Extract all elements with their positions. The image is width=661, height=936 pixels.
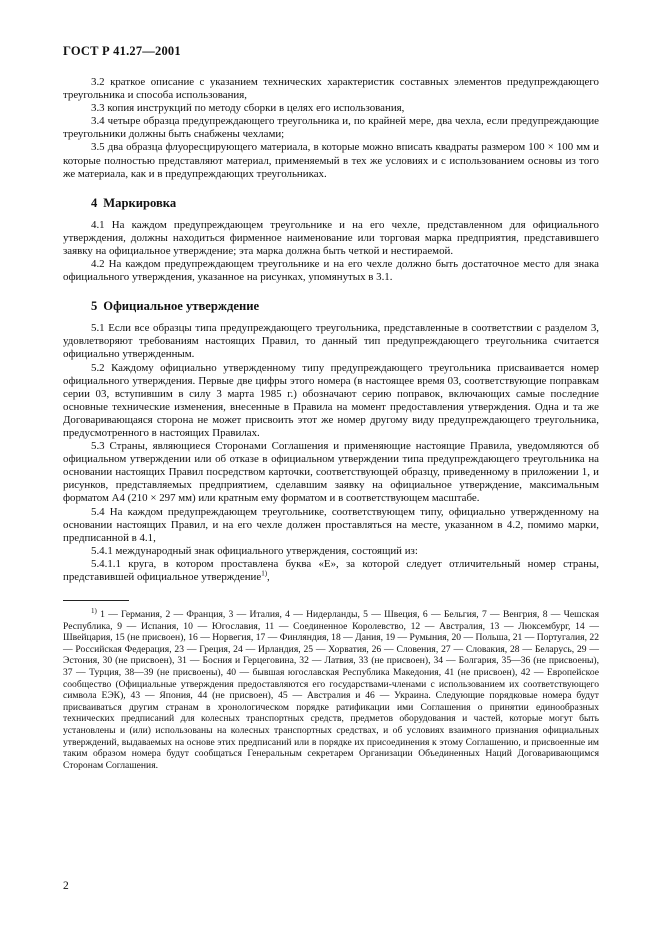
- paragraph-3-5: 3.5 два образца флуоресцирующего материала, в которые можно вписать квадраты размером 100 × 100 мм и которые полностью представляют материал, применяемый в тех же условиях и с использованием основы из того же материала, как и в предупреждающих треугольниках.: [63, 141, 599, 180]
- paragraph-4-2: 4.2 На каждом предупреждающем треугольнике и на его чехле должно быть достаточное место для знака официального утверждения, указанное на рисунках, упомянутых в 3.1.: [63, 258, 599, 284]
- paragraph-5-4: 5.4 На каждом предупреждающем треугольнике, соответствующем типу, официально утвержденному на основании настоящих Правил, и на его чехле должен проставляться на месте, указанном в 4.2, помимо марки, предписанной в 4.1,: [63, 505, 599, 544]
- section-4-number: 4: [91, 195, 98, 210]
- page-number: 2: [63, 880, 69, 892]
- paragraph-3-2: 3.2 краткое описание с указанием технических характеристик составных элементов предупреждающего треугольника и способа использования,: [63, 76, 599, 102]
- paragraph-5-4-1-1-text: 5.4.1.1 круга, в котором проставлена буква «Е», за которой следует отличительный номер страны, представившей официальное утверждение: [63, 557, 599, 583]
- paragraph-5-4-1-1: [63, 558, 599, 584]
- paragraph-3-4: 3.4 четыре образца предупреждающего треугольника и, по крайней мере, два чехла, если предупреждающие треугольники должны быть снабжены чехлами;: [63, 115, 599, 141]
- section-4-title: Маркировка: [103, 195, 177, 210]
- section-5-heading: [91, 299, 599, 313]
- paragraph-5-4-1: 5.4.1 международный знак официального утверждения, состоящий из:: [91, 544, 418, 557]
- paragraph-5-3: 5.3 Страны, являющиеся Сторонами Соглашения и применяющие настоящие Правила, уведомляются об официальном утверждении или об отказе в официальном утверждении типа предупреждающего треугольника на основании настоящих Правил посредством карточки, соответствующей образцу, приведенному в приложении 1, и рисунков, представляемых предприятием, сделавшим заявку на официальное утверждение, максимальным форматом А4 (210 × 297 мм) или кратным ему форматом и в соответствующем масштабе.: [63, 440, 599, 505]
- section-5-title: Официальное утверждение: [103, 299, 260, 314]
- paragraph-5-2: 5.2 Каждому официально утвержденному типу предупреждающего треугольника присваивается номер официального утверждения. Первые две цифры этого номера (в настоящее время 03, соответствующие поправкам серии 03, вступившим в силу 3 марта 1985 г.) обозначают серию поправок, включающих самые последние основные технические изменения, внесенные в Правила на момент предоставления утверждения. Одна и та же Договаривающаяся сторона не может присвоить этот же номер другому виду предупреждающего треугольника, предусмотренного в настоящих Правилах.: [63, 361, 599, 439]
- paragraph-4-1: 4.1 На каждом предупреждающем треугольнике и на его чехле, представленном для официального утверждения, должны находиться фирменное наименование или торговая марка предприятия, представившего заявку на официальное утверждение; эта марка должна быть четкой и нестираемой.: [63, 218, 599, 257]
- paragraph-5-1: 5.1 Если все образцы типа предупреждающего треугольника, представленные в соответствии с разделом 3, удовлетворяют требованиям настоящих Правил, то данный тип предупреждающего треугольника считается официально утвержденным.: [63, 322, 599, 361]
- footnote-reference: 1): [261, 569, 268, 578]
- section-4-heading: [91, 196, 599, 210]
- footnote-marker: 1): [91, 606, 97, 615]
- paragraph-3-3: 3.3 копия инструкций по методу сборки в целях его использования,: [91, 102, 405, 115]
- footnote-text: 1 — Германия, 2 — Франция, 3 — Италия, 4 — Нидерланды, 5 — Швеция, 6 — Бельгия, 7 — Венгрия, 8 — Чешская Республика, 9 — Испания, 10 — Югославия, 11 — Соединенное Королевство, 12 — Австралия, 13 — Люксембург, 14 — Швейцария, 15 (не присвоен), 16 — Норвегия, 17 — Финляндия, 18 — Дания, 19 — Румыния, 20 — Польша, 21 — Португалия, 22 — Российская Федерация, 23 — Греция, 24 — Ирландия, 25 — Хорватия, 26 — Словения, 27 — Словакия, 28 — Беларусь, 29 — Эстония, 30 (не присвоен), 31 — Босния и Герцеговина, 32 — Латвия, 33 (не присвоен), 34 — Болгария, 35—36 (не присвоены), 37 — Турция, 38—39 (не присвоены), 40 — бывшая югославская Республика Македония, 41 (не присвоен), 42 — Европейское сообщество (Официальные утверждения предоставляются его государствами-членами с использованием их соответствующего символа ЕЭК), 43 — Япония, 44 (не присвоен), 45 — Австралия и 46 — Украина. Следующие порядковые номера будут присваиваться другим странам в хронологическом порядке ратификации ими Соглашения о принятии единообразных технических предписаний для колесных транспортных средств, предметов оборудования и частей, которые могут быть установлены и (или) использованы на колесных транспортных средствах, и об условиях взаимного признания официальных утверждений, выдаваемых на основе этих предписаний или в порядке их присоединения к этому Соглашению, и присвоенные им таким образом номера будут сообщаться Генеральным секретарем Организации Объединенных Наций Договаривающимся Сторонам Соглашения.: [63, 609, 599, 771]
- section-5-number: 5: [91, 299, 98, 314]
- footnote-separator: [63, 600, 129, 601]
- page-content: [63, 76, 599, 771]
- paragraph-5-4-1-1-tail: ,: [267, 571, 270, 583]
- document-code-header: ГОСТ Р 41.27—2001: [63, 44, 181, 58]
- footnote: [63, 606, 599, 771]
